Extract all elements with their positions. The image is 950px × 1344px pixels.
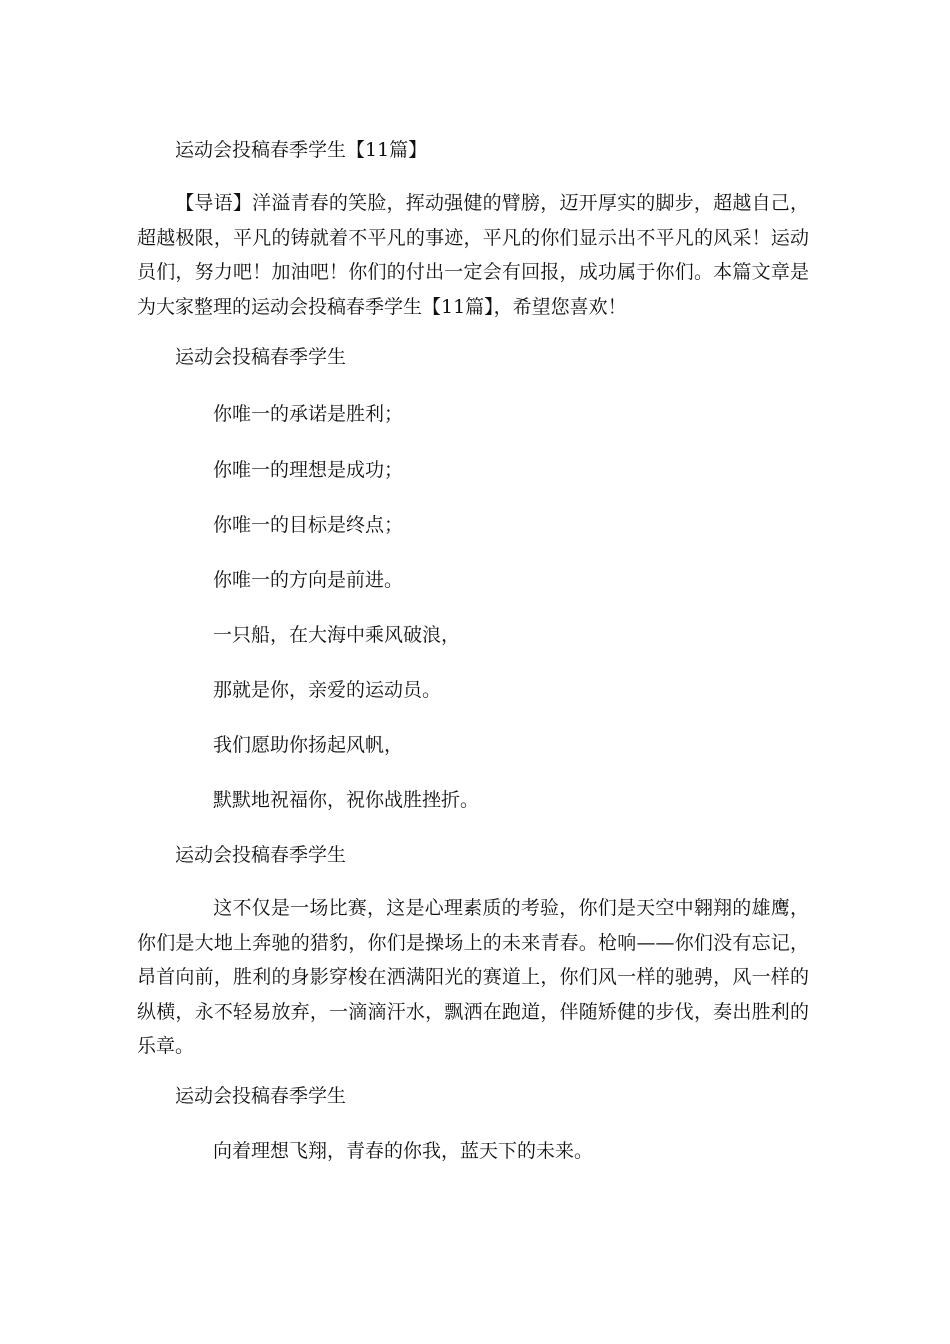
poem-line: 默默地祝福你，祝你战胜挫折。 — [213, 789, 480, 811]
poem-line: 你唯一的承诺是胜利； — [213, 403, 404, 425]
poem-line: 我们愿助你扬起风帆， — [213, 734, 404, 756]
section-paragraph-text: 这不仅是一场比赛，这是心理素质的考验，你们是天空中翱翔的雄鹰，你们是大地上奔驰的猎豹，你们是操场上的未来青春。枪响——你们没有忘记，昂首向前，胜利的身影穿梭在洒满阳光的赛道上，你们风一样的驰骋，风一样的纵横，永不轻易放弃，一滴滴汗水，飘洒在跑道，伴随矫健的步伐，奏出胜利的乐章。 — [137, 897, 809, 1057]
document-title: 运动会投稿春季学生【11篇】 — [175, 139, 428, 161]
poem-line: 一只船，在大海中乘风破浪， — [213, 624, 461, 646]
section-heading: 运动会投稿春季学生 — [175, 346, 347, 368]
poem-line: 你唯一的目标是终点； — [213, 514, 404, 536]
poem-line: 你唯一的理想是成功； — [213, 459, 404, 481]
section-heading: 运动会投稿春季学生 — [175, 1085, 347, 1107]
section-paragraph — [137, 891, 809, 1064]
intro-text: 【导语】洋溢青春的笑脸，挥动强健的臂膀，迈开厚实的脚步，超越自己，超越极限，平凡的铸就着不平凡的事迹，平凡的你们显示出不平凡的风采！运动员们，努力吧！加油吧！你们的付出一定会有回报，成功属于你们。本篇文章是为大家整理的运动会投稿春季学生【11篇】，希望您喜欢！ — [137, 192, 809, 318]
intro-paragraph — [137, 186, 809, 324]
poem-line: 向着理想飞翔，青春的你我，蓝天下的未来。 — [213, 1140, 594, 1162]
poem-line: 那就是你，亲爱的运动员。 — [213, 679, 442, 701]
section-heading: 运动会投稿春季学生 — [175, 844, 347, 866]
poem-line: 你唯一的方向是前进。 — [213, 569, 404, 591]
